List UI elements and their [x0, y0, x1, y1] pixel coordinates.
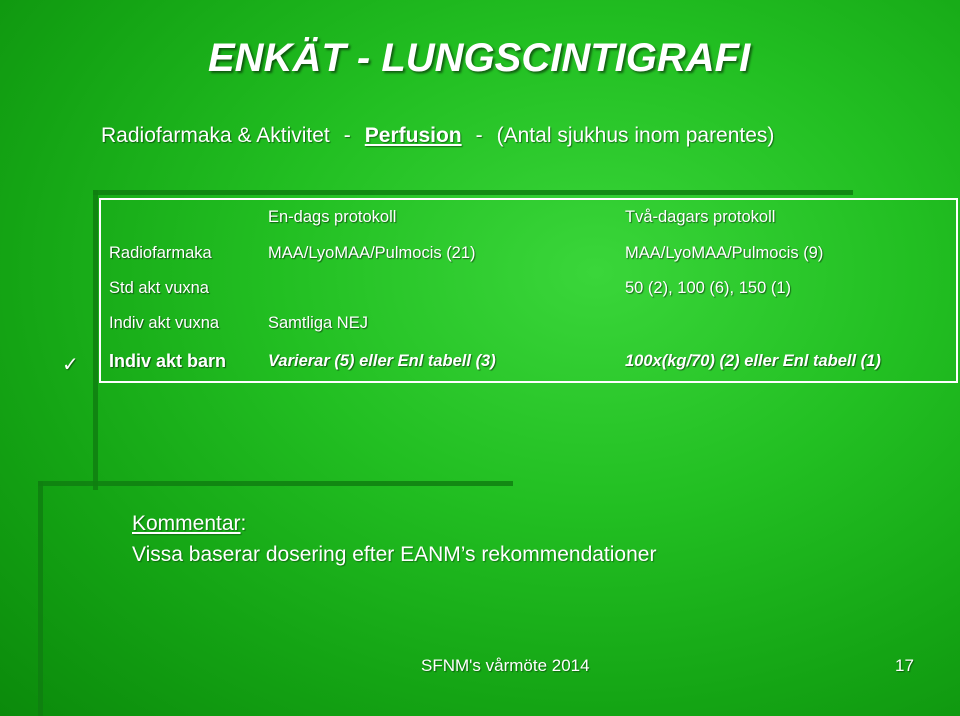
table-cell: Varierar (5) eller Enl tabell (3) — [268, 351, 496, 370]
page-number: 17 — [895, 656, 914, 675]
comment-label: Kommentar — [132, 512, 241, 535]
table-cell: Samtliga NEJ — [268, 314, 368, 333]
subtitle-highlight: Perfusion — [364, 124, 462, 147]
table-cell: 50 (2), 100 (6), 150 (1) — [625, 279, 791, 298]
page-title: ENKÄT - LUNGSCINTIGRAFI — [208, 36, 751, 80]
row-label: Indiv akt vuxna — [109, 314, 220, 333]
table-cell — [260, 271, 617, 306]
table-cell — [617, 306, 957, 341]
subtitle-separator: - — [475, 124, 483, 147]
table-row-highlighted — [100, 341, 957, 382]
table-row — [100, 306, 957, 341]
row-label: Radiofarmaka — [109, 244, 212, 263]
decor-line-left — [93, 190, 98, 490]
survey-table — [99, 198, 958, 383]
subtitle-prefix: Radiofarmaka & Aktivitet — [101, 124, 330, 147]
subtitle-separator: - — [343, 124, 351, 147]
row-label: Std akt vuxna — [109, 279, 209, 298]
row-label: Indiv akt barn — [109, 350, 227, 371]
decor-line-mid — [38, 481, 513, 486]
comment-text: Vissa baserar dosering efter EANM’s rekommendationer — [132, 543, 657, 566]
decor-line-left2 — [38, 481, 43, 716]
subtitle-suffix: (Antal sjukhus inom parentes) — [496, 124, 775, 147]
subtitle — [101, 124, 774, 148]
comment-box — [132, 508, 656, 570]
table-row — [100, 271, 957, 306]
checkmark-icon: ✓ — [62, 354, 79, 376]
table-header-cell — [100, 199, 260, 236]
table-header-row — [100, 199, 957, 236]
table-row — [100, 236, 957, 271]
footer-source: SFNM's vårmöte 2014 — [421, 656, 590, 675]
table-cell: 100x(kg/70) (2) eller Enl tabell (1) — [625, 351, 881, 370]
table-header-cell: En-dags protokoll — [268, 208, 397, 227]
table-cell: MAA/LyoMAA/Pulmocis (21) — [268, 244, 476, 263]
table-cell: MAA/LyoMAA/Pulmocis (9) — [625, 244, 824, 263]
decor-line-top — [93, 190, 853, 195]
comment-colon: : — [240, 512, 247, 535]
table-header-cell: Två-dagars protokoll — [625, 208, 776, 227]
